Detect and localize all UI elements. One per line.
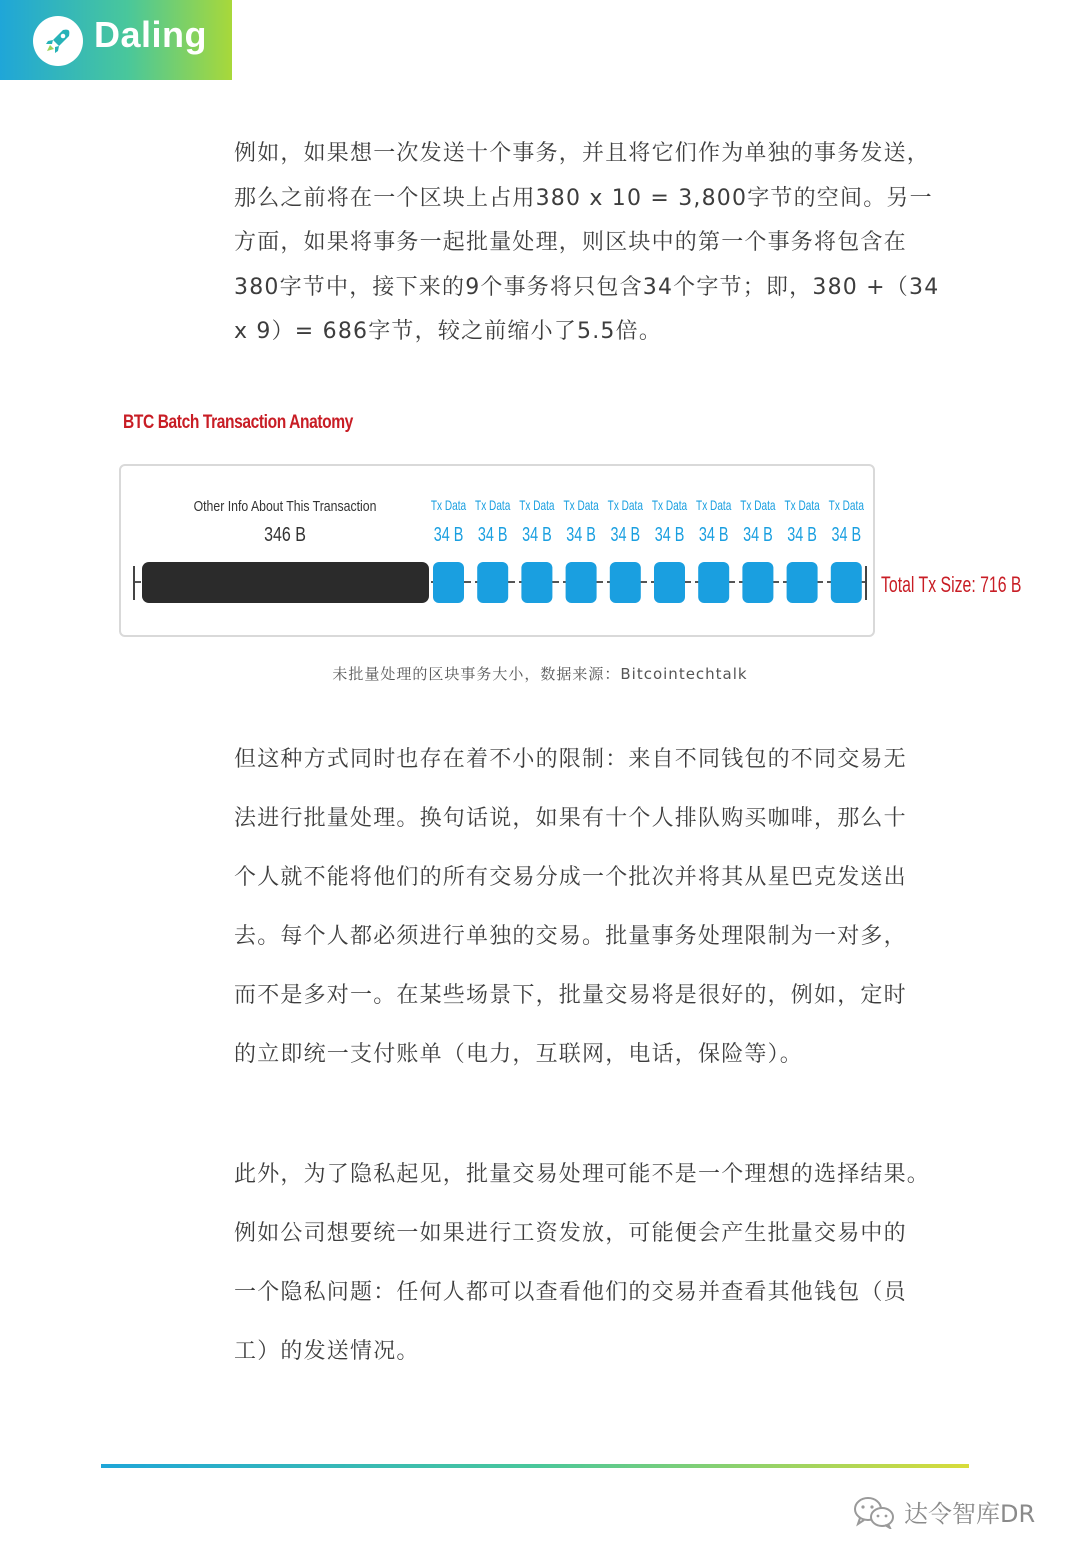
tx-data-size: 34 B: [787, 522, 817, 546]
tx-data-label: Tx Data: [519, 497, 555, 514]
text-line: 而不是多对一。在某些场景下，批量交易将是很好的，例如，定时: [234, 983, 907, 1008]
tx-anatomy-diagram: [0, 0, 1080, 700]
tx-data-block: [698, 562, 729, 603]
text-line: 的立即统一支付账单（电力，互联网，电话，保险等）。: [234, 1042, 804, 1067]
tx-data-block: [610, 562, 641, 603]
text-line: 去。每个人都必须进行单独的交易。批量事务处理限制为一对多，: [234, 924, 907, 949]
text-line: 那么之前将在一个区块上占用380 x 10 = 3,800字节的空间。另一: [234, 185, 933, 211]
text-line: 例如公司想要统一如果进行工资发放，可能便会产生批量交易中的: [234, 1221, 907, 1246]
tx-data-label: Tx Data: [828, 497, 864, 514]
footer-divider: [101, 1464, 969, 1468]
tx-data-label: Tx Data: [740, 497, 776, 514]
tx-data-group: [431, 497, 864, 603]
figure-caption: 未批量处理的区块事务大小，数据来源：Bitcointechtalk: [332, 665, 748, 683]
tx-data-label: Tx Data: [696, 497, 732, 514]
text-line: 一个隐私问题：任何人都可以查看他们的交易并查看其他钱包（员: [234, 1280, 907, 1305]
tx-data-size: 34 B: [743, 522, 773, 546]
tx-data-block: [521, 562, 552, 603]
tx-data-label: Tx Data: [607, 497, 643, 514]
brand-name: Daling: [94, 14, 208, 55]
tx-data-block: [742, 562, 773, 603]
tx-data-block: [433, 562, 464, 603]
figure-title: BTC Batch Transaction Anatomy: [123, 412, 353, 433]
tx-data-size: 34 B: [477, 522, 508, 546]
watermark-text: 达令智库DR: [904, 1500, 1036, 1528]
tx-data-label: Tx Data: [430, 497, 467, 514]
tx-data-label: Tx Data: [784, 497, 820, 514]
tx-data-size: 34 B: [654, 522, 685, 546]
tx-data-label: Tx Data: [563, 497, 599, 514]
wechat-icon: [852, 1495, 896, 1529]
tx-data-size: 34 B: [698, 522, 729, 546]
watermark: [852, 1494, 1035, 1529]
total-size-label: Total Tx Size: 716 B: [881, 573, 1022, 598]
text-line: 工）的发送情况。: [234, 1339, 420, 1364]
tx-data-block: [787, 562, 818, 603]
tx-data-label: Tx Data: [475, 497, 511, 514]
other-info-label: Other Info About This Transaction: [193, 497, 377, 515]
text-line: 个人就不能将他们的所有交易分成一个批次并将其从星巴克发送出: [234, 865, 907, 890]
tx-data-size: 34 B: [566, 522, 596, 546]
tx-data-size: 34 B: [610, 522, 641, 546]
text-line: 例如，如果想一次发送十个事务，并且将它们作为单独的事务发送，: [234, 141, 931, 166]
other-info-block: [142, 562, 429, 603]
text-line: 方面，如果将事务一起批量处理，则区块中的第一个事务将包含在: [234, 230, 907, 255]
text-line: 法进行批量处理。换句话说，如果有十个人排队购买咖啡，那么十: [234, 806, 907, 831]
text-line: 此外，为了隐私起见，批量交易处理可能不是一个理想的选择结果。: [234, 1162, 931, 1187]
tx-data-size: 34 B: [433, 522, 464, 546]
paragraph-3: [234, 1145, 964, 1381]
tx-data-block: [566, 562, 597, 603]
text-line: 380字节中，接下来的9个事务将只包含34个字节；即，380 +（34: [234, 274, 940, 300]
tx-data-size: 34 B: [831, 522, 862, 546]
text-line: x 9）= 686字节，较之前缩小了5.5倍。: [234, 319, 663, 344]
tx-data-block: [477, 562, 508, 603]
tx-data-block: [654, 562, 685, 603]
other-info-size: 346 B: [264, 523, 306, 546]
text-line: 但这种方式同时也存在着不小的限制：来自不同钱包的不同交易无: [234, 747, 907, 772]
tx-data-block: [831, 562, 862, 603]
tx-data-size: 34 B: [522, 522, 552, 546]
tx-data-label: Tx Data: [651, 497, 688, 514]
paragraph-2: [234, 730, 954, 1084]
